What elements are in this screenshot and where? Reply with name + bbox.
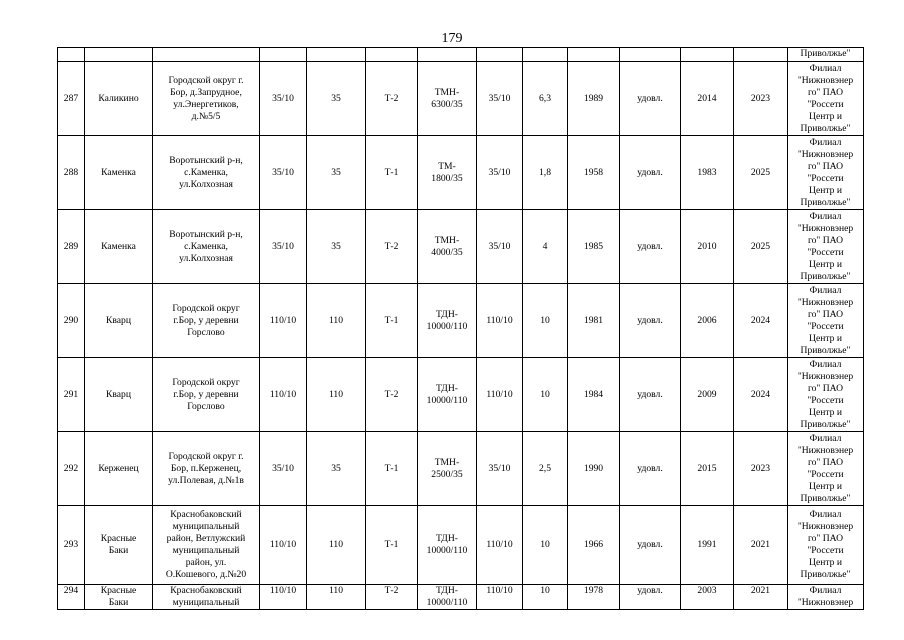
table-row <box>58 136 864 210</box>
table-row <box>58 48 864 62</box>
year-repair-cell: 2003 <box>681 585 734 610</box>
power-cell: 6,3 <box>523 62 568 136</box>
page-number: 179 <box>441 31 463 46</box>
address-cell: Воротынский р-н, с.Каменка, ул.Колхозная <box>153 136 260 210</box>
owner-cell: Филиал "Нижновэнер <box>788 585 864 610</box>
transformer-number-cell: Т-1 <box>366 506 418 585</box>
condition-cell: удовл. <box>620 62 681 136</box>
row-number-cell: 291 <box>58 358 85 432</box>
table-row <box>58 432 864 506</box>
voltage-cell: 35 <box>307 62 366 136</box>
year-plan-cell: 2024 <box>734 358 788 432</box>
table-cell <box>681 48 734 62</box>
condition-cell: удовл. <box>620 136 681 210</box>
year-made-cell: 1985 <box>568 210 620 284</box>
table-row <box>58 62 864 136</box>
owner-cell: Филиал "Нижновэнер го" ПАО "Россети Центр и Приволжье" <box>788 210 864 284</box>
power-cell: 10 <box>523 585 568 610</box>
power-cell: 10 <box>523 506 568 585</box>
address-cell: Воротынский р-н, с.Каменка, ул.Колхозная <box>153 210 260 284</box>
year-made-cell: 1984 <box>568 358 620 432</box>
year-plan-cell: 2021 <box>734 585 788 610</box>
condition-cell: удовл. <box>620 432 681 506</box>
transformer-number-cell: Т-2 <box>366 210 418 284</box>
transformer-number-cell: Т-1 <box>366 284 418 358</box>
year-plan-cell: 2023 <box>734 62 788 136</box>
substation-name-cell: Керженец <box>85 432 153 506</box>
transformer-type-cell: ТМН- 4000/35 <box>418 210 477 284</box>
table-cell <box>153 48 260 62</box>
transformer-voltage-cell: 35/10 <box>477 62 523 136</box>
transformer-number-cell: Т-1 <box>366 136 418 210</box>
power-cell: 2,5 <box>523 432 568 506</box>
table-cell <box>260 48 307 62</box>
substation-name-cell: Красные Баки <box>85 506 153 585</box>
transformer-type-cell: ТДН- 10000/110 <box>418 284 477 358</box>
power-cell: 4 <box>523 210 568 284</box>
row-number-cell: 293 <box>58 506 85 585</box>
row-number-cell: 288 <box>58 136 85 210</box>
row-number-cell: 294 <box>58 585 85 610</box>
address-cell: Городской округ г.Бор, у деревни Горслово <box>153 284 260 358</box>
table-row <box>58 358 864 432</box>
transformer-type-cell: ТДН- 10000/110 <box>418 585 477 610</box>
year-made-cell: 1990 <box>568 432 620 506</box>
transformer-number-cell: Т-2 <box>366 585 418 610</box>
owner-cell: Филиал "Нижновэнер го" ПАО "Россети Центр и Приволжье" <box>788 62 864 136</box>
owner-cell: Филиал "Нижновэнер го" ПАО "Россети Центр и Приволжье" <box>788 432 864 506</box>
transformer-voltage-cell: 35/10 <box>477 136 523 210</box>
transformer-number-cell: Т-1 <box>366 432 418 506</box>
voltage-class-cell: 110/10 <box>260 358 307 432</box>
year-plan-cell: 2025 <box>734 210 788 284</box>
table-body <box>58 48 864 610</box>
table-cell <box>307 48 366 62</box>
transformer-type-cell: ТМ- 1800/35 <box>418 136 477 210</box>
voltage-cell: 110 <box>307 358 366 432</box>
substation-name-cell: Кварц <box>85 358 153 432</box>
voltage-class-cell: 35/10 <box>260 210 307 284</box>
substation-name-cell: Каменка <box>85 136 153 210</box>
table-row <box>58 210 864 284</box>
substation-name-cell: Каменка <box>85 210 153 284</box>
voltage-cell: 35 <box>307 210 366 284</box>
voltage-class-cell: 110/10 <box>260 506 307 585</box>
year-plan-cell: 2023 <box>734 432 788 506</box>
power-cell: 10 <box>523 358 568 432</box>
condition-cell: удовл. <box>620 358 681 432</box>
table-cell <box>85 48 153 62</box>
table-cell <box>58 48 85 62</box>
table-cell <box>366 48 418 62</box>
table-cell <box>620 48 681 62</box>
address-cell: Городской округ г. Бор, п.Керженец, ул.Полевая, д.№1в <box>153 432 260 506</box>
transformer-type-cell: ТМН- 2500/35 <box>418 432 477 506</box>
year-plan-cell: 2024 <box>734 284 788 358</box>
voltage-cell: 35 <box>307 432 366 506</box>
voltage-class-cell: 35/10 <box>260 136 307 210</box>
transformer-voltage-cell: 110/10 <box>477 284 523 358</box>
year-repair-cell: 1991 <box>681 506 734 585</box>
transformer-number-cell: Т-2 <box>366 62 418 136</box>
year-plan-cell: 2025 <box>734 136 788 210</box>
transformer-voltage-cell: 110/10 <box>477 585 523 610</box>
condition-cell: удовл. <box>620 210 681 284</box>
table-cell <box>734 48 788 62</box>
year-made-cell: 1981 <box>568 284 620 358</box>
address-cell: Городской округ г.Бор, у деревни Горслово <box>153 358 260 432</box>
substation-name-cell: Каликино <box>85 62 153 136</box>
transformer-voltage-cell: 35/10 <box>477 432 523 506</box>
year-made-cell: 1978 <box>568 585 620 610</box>
voltage-cell: 110 <box>307 585 366 610</box>
year-repair-cell: 2015 <box>681 432 734 506</box>
owner-cell: Филиал "Нижновэнер го" ПАО "Россети Центр и Приволжье" <box>788 136 864 210</box>
power-cell: 1,8 <box>523 136 568 210</box>
year-repair-cell: 2014 <box>681 62 734 136</box>
year-made-cell: 1989 <box>568 62 620 136</box>
table-row <box>58 585 864 610</box>
substation-table <box>57 47 864 610</box>
year-made-cell: 1966 <box>568 506 620 585</box>
address-cell: Краснобаковский муниципальный район, Ветлужский муниципальный район, ул. О.Кошевого, д.№20 <box>153 506 260 585</box>
power-cell: 10 <box>523 284 568 358</box>
row-number-cell: 289 <box>58 210 85 284</box>
table-cell <box>568 48 620 62</box>
voltage-cell: 110 <box>307 506 366 585</box>
address-cell: Городской округ г. Бор, д.Запрудное, ул.Энергетиков, д.№5/5 <box>153 62 260 136</box>
table-row <box>58 506 864 585</box>
condition-cell: удовл. <box>620 284 681 358</box>
owner-cell: Приволжье" <box>788 48 864 62</box>
transformer-number-cell: Т-2 <box>366 358 418 432</box>
year-plan-cell: 2021 <box>734 506 788 585</box>
year-repair-cell: 2009 <box>681 358 734 432</box>
transformer-type-cell: ТДН- 10000/110 <box>418 358 477 432</box>
row-number-cell: 292 <box>58 432 85 506</box>
owner-cell: Филиал "Нижновэнер го" ПАО "Россети Центр и Приволжье" <box>788 358 864 432</box>
year-made-cell: 1958 <box>568 136 620 210</box>
substation-name-cell: Красные Баки <box>85 585 153 610</box>
voltage-cell: 110 <box>307 284 366 358</box>
table-cell <box>523 48 568 62</box>
year-repair-cell: 2006 <box>681 284 734 358</box>
transformer-voltage-cell: 110/10 <box>477 506 523 585</box>
year-repair-cell: 1983 <box>681 136 734 210</box>
table-cell <box>418 48 477 62</box>
voltage-class-cell: 35/10 <box>260 432 307 506</box>
transformer-type-cell: ТДН- 10000/110 <box>418 506 477 585</box>
address-cell: Краснобаковский муниципальный <box>153 585 260 610</box>
transformer-voltage-cell: 35/10 <box>477 210 523 284</box>
voltage-class-cell: 35/10 <box>260 62 307 136</box>
year-repair-cell: 2010 <box>681 210 734 284</box>
voltage-cell: 35 <box>307 136 366 210</box>
table-cell <box>477 48 523 62</box>
voltage-class-cell: 110/10 <box>260 585 307 610</box>
condition-cell: удовл. <box>620 585 681 610</box>
table-row <box>58 284 864 358</box>
owner-cell: Филиал "Нижновэнер го" ПАО "Россети Центр и Приволжье" <box>788 506 864 585</box>
owner-cell: Филиал "Нижновэнер го" ПАО "Россети Центр и Приволжье" <box>788 284 864 358</box>
row-number-cell: 290 <box>58 284 85 358</box>
condition-cell: удовл. <box>620 506 681 585</box>
transformer-voltage-cell: 110/10 <box>477 358 523 432</box>
transformer-type-cell: ТМН- 6300/35 <box>418 62 477 136</box>
row-number-cell: 287 <box>58 62 85 136</box>
substation-name-cell: Кварц <box>85 284 153 358</box>
voltage-class-cell: 110/10 <box>260 284 307 358</box>
